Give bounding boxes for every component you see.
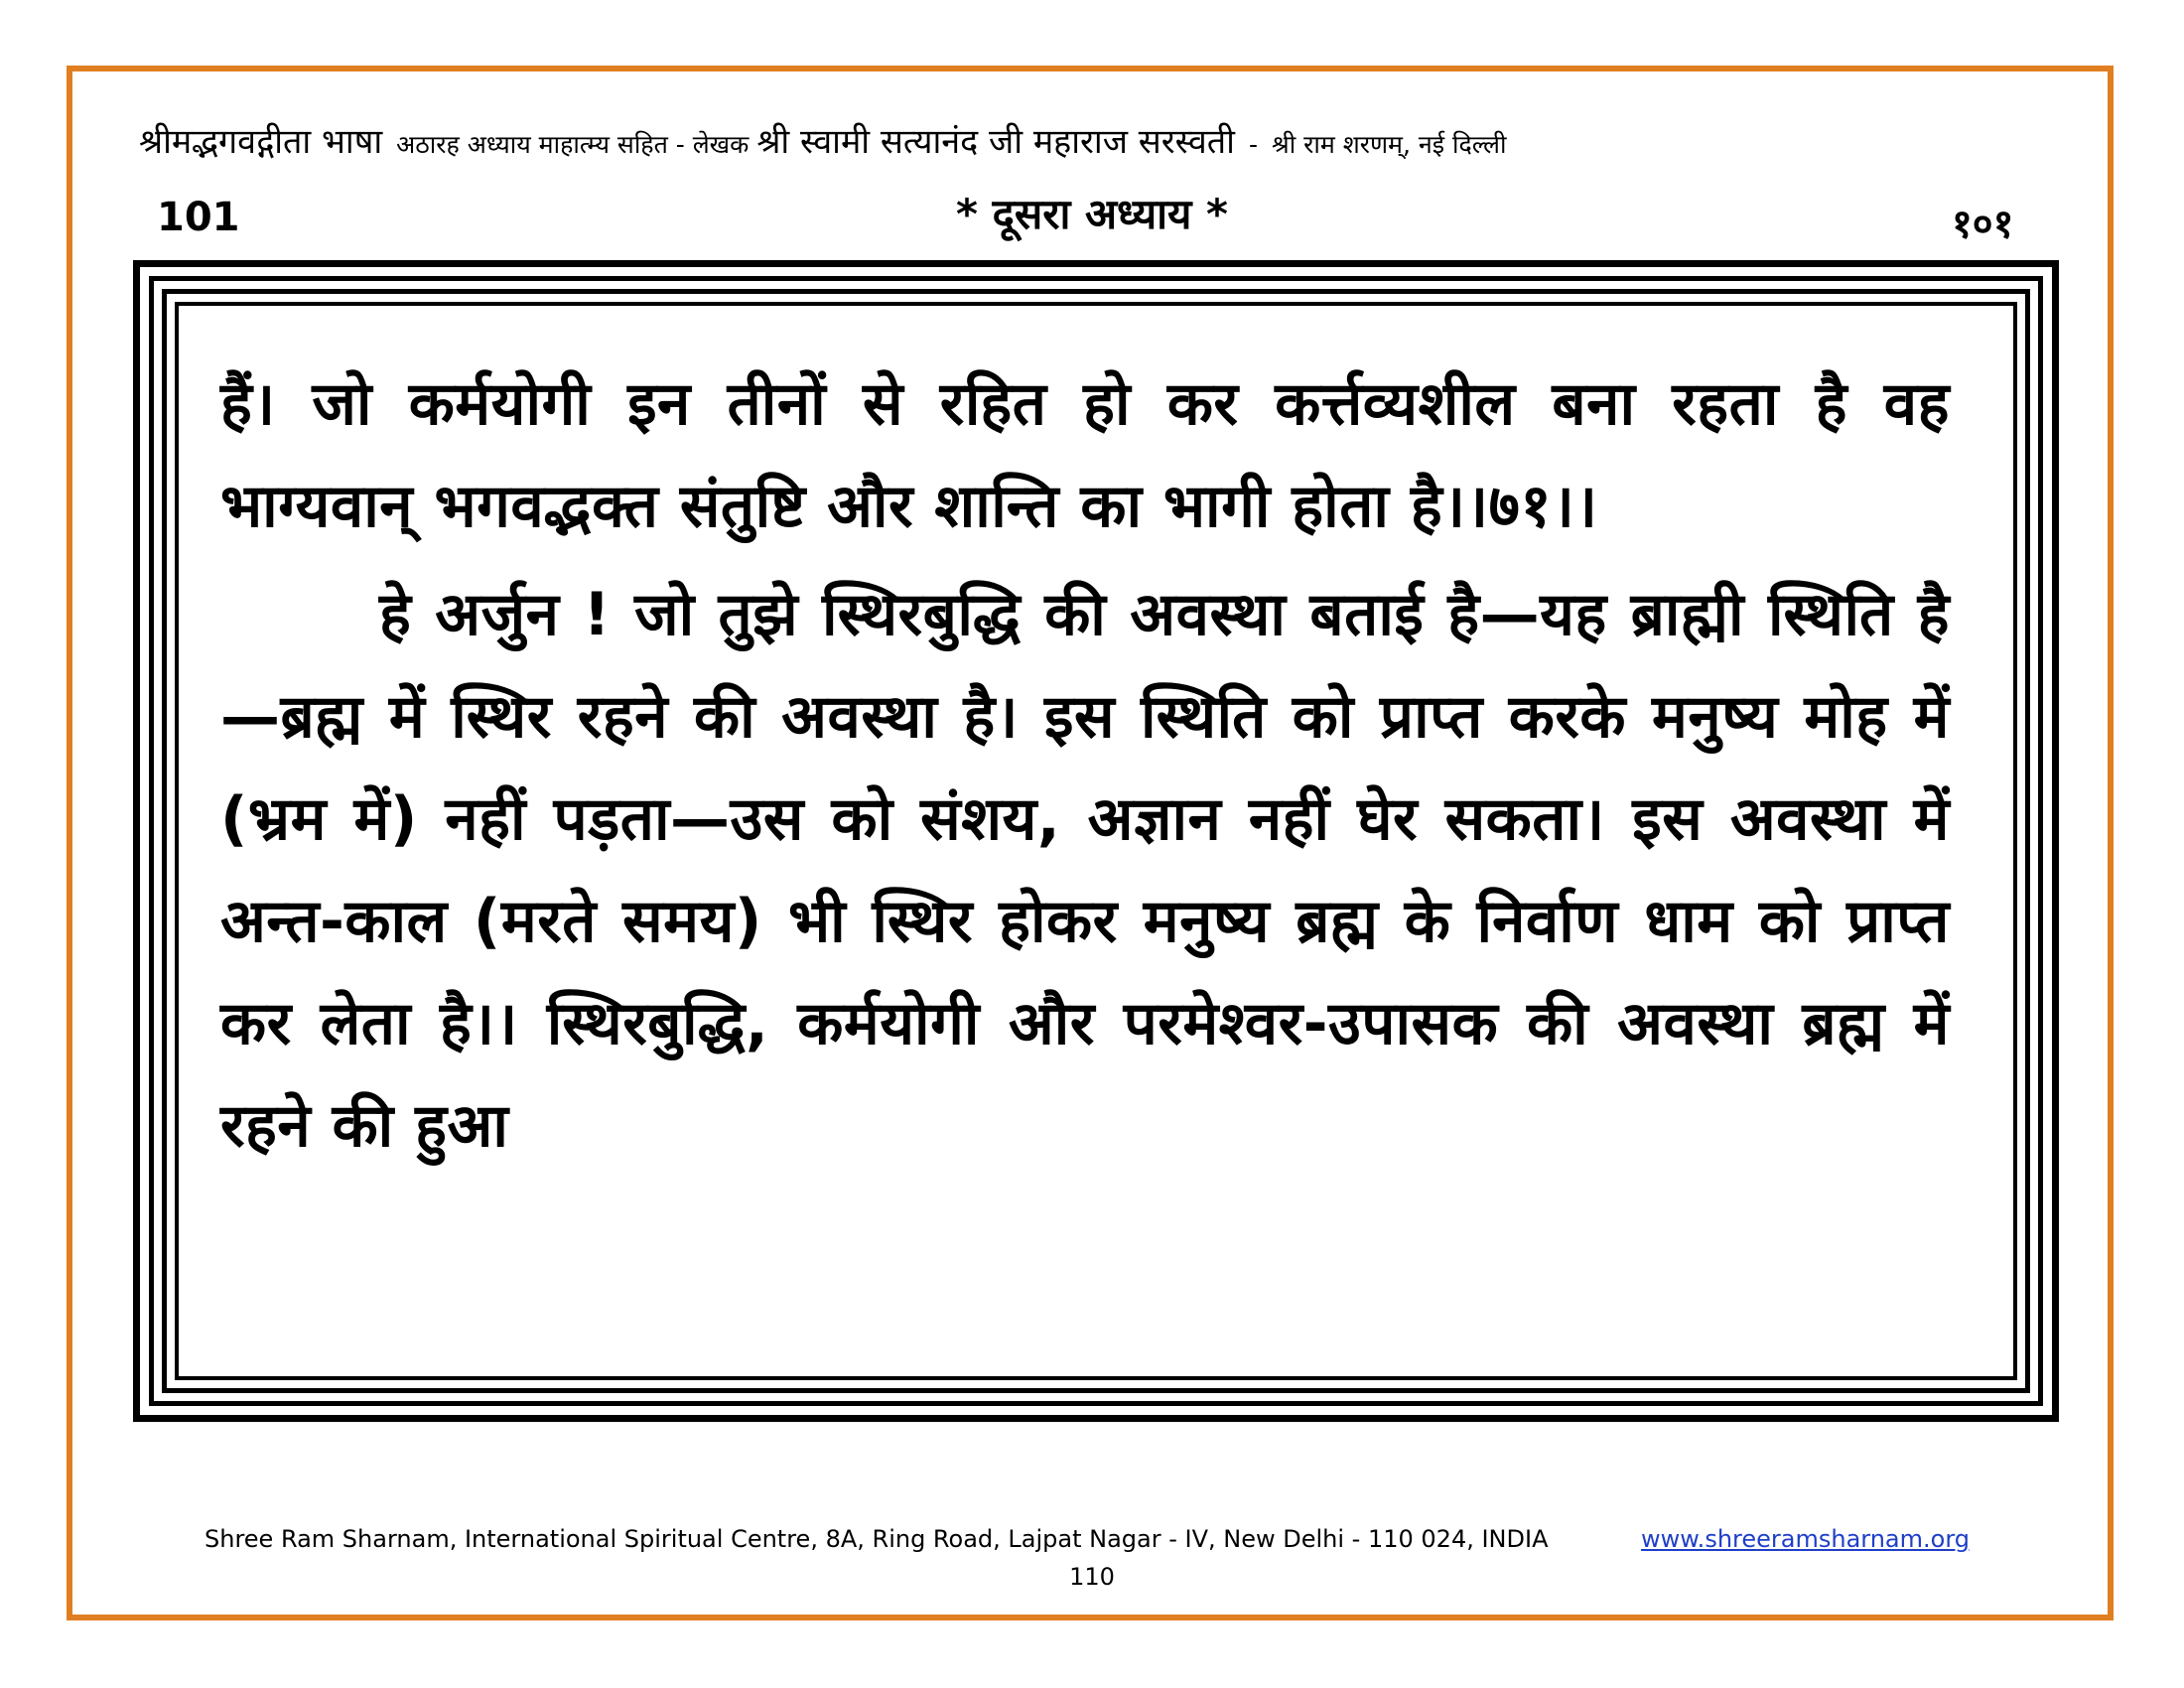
footer-page-number: 110 [1069, 1563, 1115, 1591]
chapter-title: * दूसरा अध्याय * [955, 190, 1229, 238]
paragraph-verse-71: हैं। जो कर्मयोगी इन तीनों से रहित हो कर कर्त्तव्यशील बना रहता है वह भाग्यवान् भगवद्भक्त संतुष्टि और शान्ति का भागी होता है।।७१।। [220, 369, 1950, 541]
running-header [139, 117, 2055, 177]
book-title: श्रीमद्भगवद्गीता भाषा [139, 122, 383, 162]
paragraph-commentary: हे अर्जुन ! जो तुझे स्थिरबुद्धि की अवस्था बताई है—यह ब्राह्मी स्थिति है—ब्रह्म में स्थिर रहने की अवस्था है। इस स्थिति को प्राप्त करके मनुष्य मोह में (भ्रम में) नहीं पड़ता—उस को संशय, अज्ञान नहीं घेर सकता। इस अवस्था में अन्त-काल (मरते समय) भी स्थिर होकर मनुष्य ब्रह्म के निर्वाण धाम को प्राप्त कर लेता है।। स्थिरबुद्धि, कर्मयोगी और परमेश्वर-उपासक की अवस्था ब्रह्म में रहने की हुआ [220, 580, 1950, 1161]
website-link[interactable]: www.shreeramsharnam.org [1641, 1525, 1971, 1553]
page-number-latin: 101 [157, 195, 240, 240]
body-text [220, 353, 1950, 1178]
page-number-devanagari: १०१ [1952, 202, 2014, 247]
publisher-place: श्री राम शरणम्, नई दिल्ली [1272, 130, 1507, 159]
footer-address: Shree Ram Sharnam, International Spiritual Centre, 8A, Ring Road, Lajpat Nagar - IV, New Delhi - 110 024, INDIA [205, 1525, 1549, 1553]
header-separator: - [1248, 130, 1259, 159]
book-subtitle: अठारह अध्याय माहात्म्य सहित - लेखक [396, 130, 750, 159]
author-name: श्री स्वामी सत्यानंद जी महाराज सरस्वती [756, 122, 1235, 162]
